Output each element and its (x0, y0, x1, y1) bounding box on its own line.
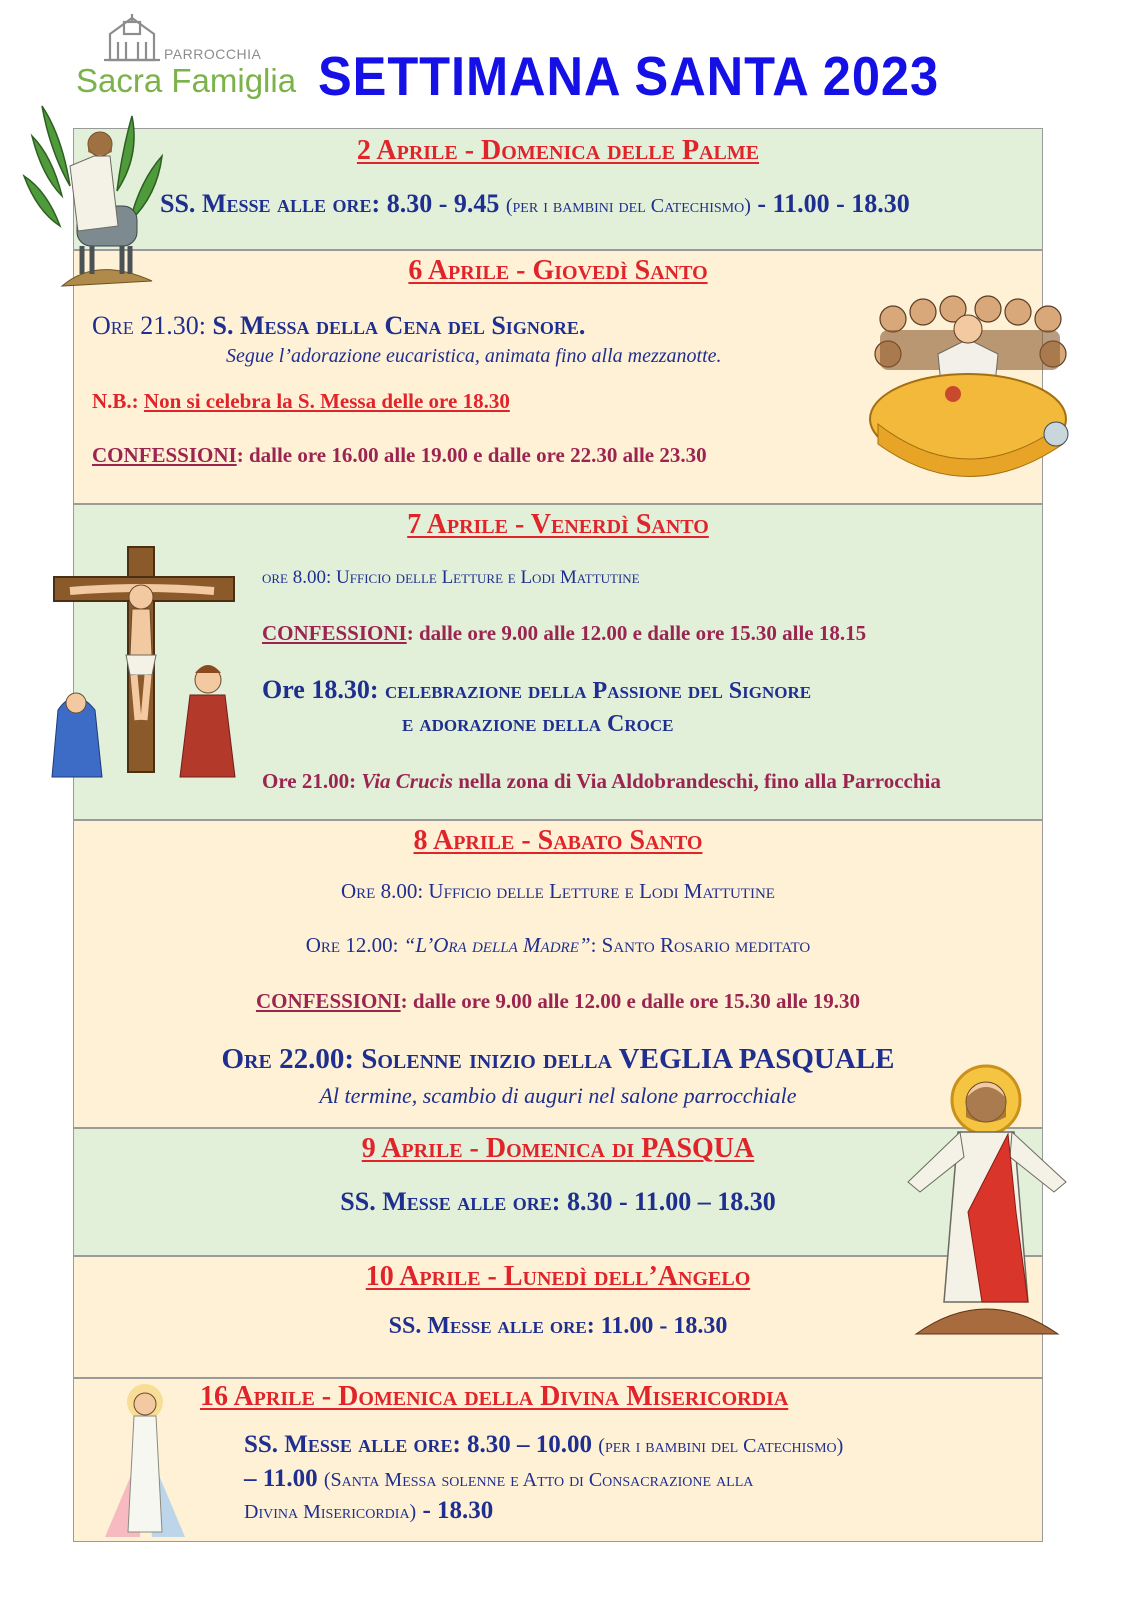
angelo-masses-times: 11.00 - 18.30 (600, 1313, 728, 1339)
pasqua-masses-label: SS. Messe alle ore: (340, 1187, 561, 1216)
venerdi-via-name: Via Crucis (361, 769, 453, 793)
misericordia-masses-label: SS. Messe alle ore: (244, 1431, 461, 1458)
pasqua-masses (74, 1187, 1042, 1217)
heading-pasqua-name: PASQUA (641, 1133, 755, 1164)
misericordia-masses-time3: - 18.30 (422, 1497, 494, 1524)
church-icon (102, 12, 162, 62)
misericordia-masses-line2 (244, 1465, 753, 1493)
heading-pasqua-pre: 9 Aprile - Domenica di (361, 1133, 635, 1164)
crucifixion-illustration (40, 545, 245, 790)
palme-masses-time1: 8.30 - 9.45 (386, 189, 500, 218)
palm-sunday-illustration (22, 96, 172, 291)
venerdi-ufficio: ore 8.00: Ufficio delle Letture e Lodi Mattutine (262, 567, 640, 588)
heading-venerdi: 7 Aprile - Venerdì Santo (407, 509, 709, 540)
venerdi-conf-text: : dalle ore 9.00 alle 12.00 e dalle ore 15.30 alle 18.15 (406, 621, 867, 645)
sabato-rosario-time: Ore 12.00: (305, 933, 399, 957)
section-palme (73, 128, 1043, 250)
risen-christ-illustration (898, 1062, 1076, 1342)
misericordia-masses-line1 (244, 1431, 843, 1459)
palme-masses (160, 189, 910, 219)
sabato-conf-label: CONFESSIONI (255, 989, 401, 1013)
sabato-rosario (74, 933, 1042, 958)
venerdi-celebrazione-1 (262, 675, 811, 705)
heading-palme: 2 Aprile - Domenica delle Palme (356, 135, 760, 166)
giovedi-mass (92, 311, 585, 341)
sabato-confessioni (74, 989, 1042, 1014)
venerdi-celebr-time: Ore 18.30: (262, 675, 379, 704)
heading-misericordia: 16 Aprile - Domenica della Divina Misericordia (200, 1381, 789, 1412)
sabato-rosario-quote: “L’Ora della Madre” (403, 933, 591, 957)
venerdi-via-text: nella zona di Via Aldobrandeschi, fino alla Parrocchia (458, 769, 941, 793)
venerdi-conf-label: CONFESSIONI (262, 621, 407, 645)
heading-sabato: 8 Aprile - Sabato Santo (413, 825, 703, 856)
sabato-veglia-note: Al termine, scambio di auguri nel salone parrocchiale (319, 1083, 797, 1108)
giovedi-nb-text: Non si celebra la S. Messa delle ore 18.30 (143, 389, 510, 413)
sabato-veglia-name: VEGLIA PASQUALE (618, 1043, 895, 1075)
sabato-conf-text: : dalle ore 9.00 alle 12.00 e dalle ore 15.30 alle 19.30 (400, 989, 861, 1013)
palme-masses-label: SS. Messe alle ore: (160, 189, 381, 218)
venerdi-via-time: Ore 21.00: (262, 769, 357, 793)
sabato-ufficio: Ore 8.00: Ufficio delle Letture e Lodi Mattutine (341, 879, 775, 903)
sabato-veglia (74, 1043, 1042, 1076)
venerdi-via-crucis (262, 769, 941, 794)
logo-parish-name: Sacra Famiglia (76, 62, 297, 99)
giovedi-conf-text: : dalle ore 16.00 alle 19.00 e dalle ore 22.30 alle 23.30 (236, 443, 707, 467)
giovedi-mass-note: Segue l’adorazione eucaristica, animata fino alla mezzanotte. (226, 345, 722, 367)
sabato-veglia-time: Ore 22.00: (221, 1043, 354, 1075)
pasqua-masses-times: 8.30 - 11.00 – 18.30 (566, 1187, 776, 1216)
venerdi-celebr-line1: celebrazione della Passione del Signore (385, 678, 812, 704)
sabato-rosario-text: : Santo Rosario meditato (590, 933, 811, 957)
giovedi-confessioni (92, 443, 707, 468)
giovedi-conf-label: CONFESSIONI (92, 443, 237, 467)
giovedi-mass-name: S. Messa della Cena del Signore. (212, 311, 586, 340)
divine-mercy-illustration (100, 1382, 190, 1542)
giovedi-nb-label: N.B.: (92, 389, 139, 413)
sabato-veglia-text: Solenne inizio della (361, 1043, 612, 1075)
heading-pasqua (74, 1133, 1042, 1165)
angelo-masses-label: SS. Messe alle ore: (388, 1313, 595, 1339)
misericordia-masses-time1: 8.30 – 10.00 (467, 1431, 593, 1458)
venerdi-celebr-line2: e adorazione della Croce (402, 711, 674, 737)
giovedi-nb (92, 389, 510, 414)
heading-giovedi: 6 Aprile - Giovedì Santo (408, 255, 708, 286)
giovedi-mass-time: Ore 21.30: (92, 311, 207, 340)
section-misericordia (73, 1378, 1043, 1542)
logo-parrocchia-text: PARROCCHIA (164, 46, 262, 62)
misericordia-masses-line3 (244, 1497, 493, 1525)
last-supper-illustration (868, 294, 1073, 484)
misericordia-masses-note2a: (Santa Messa solenne e Atto di Consacrazione alla (323, 1469, 754, 1491)
palme-masses-time2: - 11.00 - 18.30 (757, 189, 910, 218)
misericordia-masses-note1: (per i bambini del Catechismo) (598, 1435, 844, 1457)
page-title: SETTIMANA SANTA 2023 (318, 45, 940, 107)
misericordia-masses-note2b: Divina Misericordia) (244, 1501, 417, 1523)
angelo-masses (74, 1313, 1042, 1340)
palme-masses-note1: (per i bambini del Catechismo) (505, 195, 751, 217)
misericordia-masses-time2: – 11.00 (244, 1465, 318, 1492)
parish-logo (76, 12, 297, 102)
heading-angelo: 10 Aprile - Lunedì dell’Angelo (365, 1261, 751, 1292)
venerdi-confessioni (262, 621, 866, 646)
